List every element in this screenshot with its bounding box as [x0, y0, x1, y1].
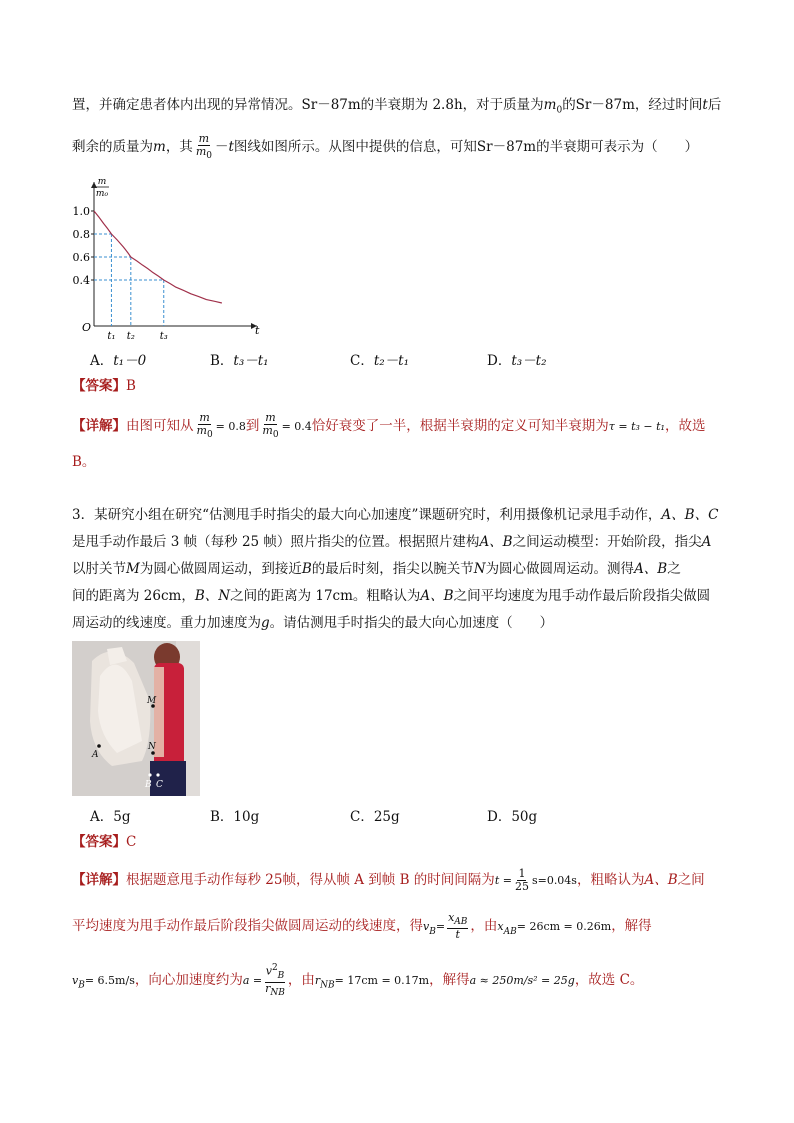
y-tick-label: 0.4 — [72, 274, 90, 287]
q3-option-b: B．10g — [210, 809, 260, 825]
x-label: t — [255, 324, 260, 337]
label-n: N — [148, 742, 156, 752]
hand-motion-photo — [72, 641, 200, 796]
q3-detail-line-1: 【详解】根据题意甩手动作每秒 25帧，得从帧 A 到帧 B 的时间间隔为t = $\frac{1}{25}$ s=0.04s，粗略认为A、B之间 — [72, 867, 705, 893]
point-a — [97, 744, 101, 748]
y-tick-label: 0.8 — [72, 228, 90, 241]
q2-line-1: 置，并确定患者体内出现的异常情况。Sr－87m的半衰期为 2.8h，对于质量为$m_0$的Sr－87m，经过时间t后 — [72, 97, 722, 116]
q2-option-d: D．t₃－t₂ — [487, 353, 547, 369]
q3-line-1: 3．某研究小组在研究“估测甩手时指尖的最大向心加速度”课题研究时，利用摄像机记录甩手动作，A、B、C — [72, 507, 719, 523]
point-c — [156, 773, 159, 776]
origin-label: O — [82, 321, 92, 334]
q2-option-a: A．t₁－0 — [90, 353, 147, 369]
y-tick-label: 0.6 — [72, 251, 90, 264]
y-tick-label: 1.0 — [72, 205, 90, 218]
x-tick-label: t₂ — [126, 331, 135, 340]
q2-option-c: C．t₂－t₁ — [350, 353, 410, 369]
decay-chart — [72, 168, 272, 340]
label-c: C — [156, 780, 163, 790]
y-label-den: m₀ — [95, 189, 109, 199]
decay-curve — [94, 211, 222, 303]
q3-line-4: 间的距离为 26cm，B、N之间的距离为 17cm。粗略认为A、B之间平均速度为甩手动作最后阶段指尖做圆 — [72, 588, 711, 604]
q3-detail-line-3: $v_B= 6.5m/s$，向心加速度约为a = $\frac{v^2_B}{r_{NB}}$ ，由$r_{NB}= 17cm = 0.17m$，解得a ≈ 250m/s² = 25g，故选 C。 — [72, 963, 644, 999]
q3-answer: 【答案】C — [72, 834, 137, 850]
q3-line-5: 周运动的线速度。重力加速度为g。请估测甩手时指尖的最大向心加速度（ ） — [72, 615, 554, 631]
label-a: A — [92, 750, 99, 760]
q3-option-a: A．5g — [90, 809, 131, 825]
y-label-num: m — [97, 177, 107, 187]
x-tick-label: t₃ — [159, 331, 168, 340]
fraction-m-m0: $\frac{m}{m_0}$ — [195, 132, 212, 162]
point-b — [148, 773, 151, 776]
q3-line-3: 以肘关节M为圆心做圆周运动，到接近B的最后时刻，指尖以腕关节N为圆心做圆周运动。测得A、B之 — [72, 561, 681, 577]
q2-option-b: B．t₃－t₁ — [210, 353, 269, 369]
q3-detail-line-2: 平均速度为甩手动作最后阶段指尖做圆周运动的线速度，得$v_B=$ $\frac{x_{AB}}{t}$ ，由$x_{AB}= 26cm = 0.26m$，解得 — [72, 911, 652, 942]
x-tick-label: t₁ — [107, 331, 116, 340]
q2-detail-line-2: B。 — [72, 454, 96, 470]
q3-line-2: 是甩手动作最后 3 帧（每秒 25 帧）照片指尖的位置。根据照片建构A、B之间运动模型：开始阶段，指尖A — [72, 534, 712, 550]
q2-answer: 【答案】B — [72, 378, 136, 394]
label-b: B — [145, 780, 152, 790]
q3-option-d: D．50g — [487, 809, 538, 825]
q2-detail-line-1: 【详解】由图可知从 $\frac{m}{m_0}$ = 0.8到 $\frac{m}{m_0}$ = 0.4恰好衰变了一半，根据半衰期的定义可知半衰期为τ = t₃ − t₁，故选 — [72, 411, 706, 441]
q3-option-c: C．25g — [350, 809, 400, 825]
q2-line-2: 剩余的质量为m，其 $\frac{m}{m_0}$ －t图线如图所示。从图中提供的信息，可知Sr－87m的半衰期可表示为（ ） — [72, 132, 699, 162]
label-m: M — [147, 696, 157, 706]
